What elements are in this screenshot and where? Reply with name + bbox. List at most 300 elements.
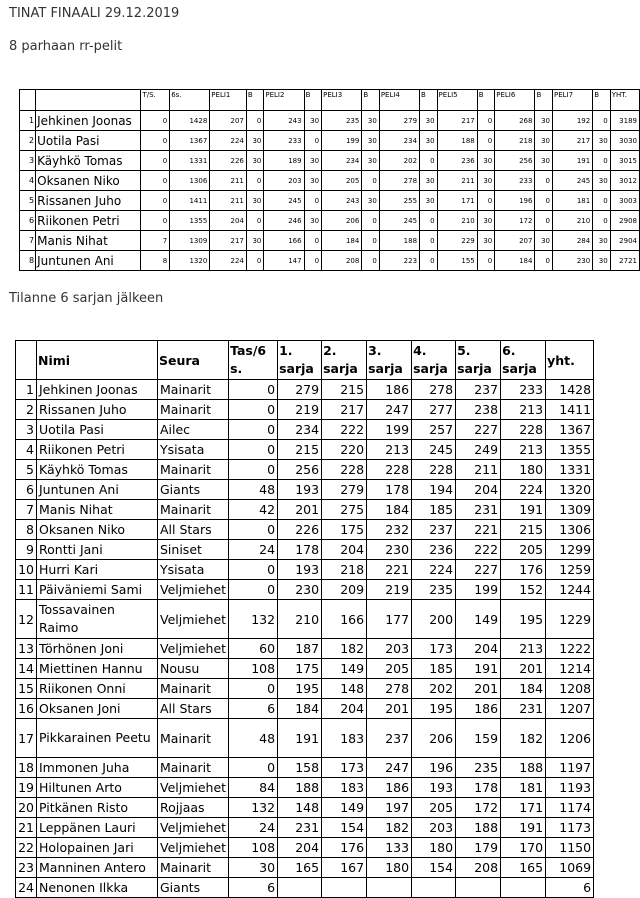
score-cell: 30 (304, 211, 322, 231)
header-cell: B (535, 90, 553, 111)
header-cell: PELI5 (437, 90, 477, 111)
score-cell: 234 (322, 151, 362, 171)
player-name-cell: Rontti Jani (37, 540, 158, 560)
rank-cell: 1 (20, 111, 36, 131)
score-cell: 30 (593, 251, 611, 271)
score-cell: 152 (501, 580, 546, 600)
rank-cell: 11 (16, 580, 37, 600)
header-cell: B (593, 90, 611, 111)
rank-cell: 5 (20, 191, 36, 211)
player-name-cell: Päiväniemi Sami (37, 580, 158, 600)
rank-cell: 6 (20, 211, 36, 231)
score-cell: 205 (322, 171, 362, 191)
score-cell: 1309 (170, 231, 210, 251)
score-cell: 60 (229, 639, 278, 659)
score-cell: 1411 (546, 400, 594, 420)
score-cell: 1306 (546, 520, 594, 540)
score-cell: 236 (412, 540, 456, 560)
player-name-cell: Rissanen Juho (37, 400, 158, 420)
score-cell: 30 (246, 231, 264, 251)
score-cell: 210 (278, 600, 322, 639)
score-cell: 206 (412, 719, 456, 758)
score-cell: 0 (246, 211, 264, 231)
score-cell: 245 (552, 171, 592, 191)
score-cell: 0 (420, 151, 438, 171)
score-cell: 193 (412, 778, 456, 798)
score-cell: 227 (456, 420, 501, 440)
score-cell: 188 (456, 818, 501, 838)
score-cell: 154 (412, 858, 456, 878)
score-cell: 211 (456, 460, 501, 480)
score-cell: 1355 (546, 440, 594, 460)
score-cell: 148 (322, 679, 367, 699)
score-cell: 1331 (546, 460, 594, 480)
score-cell: 30 (477, 211, 495, 231)
header-cell: PELI4 (379, 90, 419, 111)
rank-cell: 1 (16, 380, 37, 400)
score-cell: 217 (437, 111, 477, 131)
player-name-cell: Rissanen Juho (36, 191, 141, 211)
score-cell: 211 (437, 171, 477, 191)
score-cell: 154 (322, 818, 367, 838)
score-cell: 201 (456, 679, 501, 699)
score-cell: 235 (456, 758, 501, 778)
score-cell: 213 (501, 440, 546, 460)
score-cell: 42 (229, 500, 278, 520)
score-cell: 30 (246, 191, 264, 211)
score-cell: 171 (501, 798, 546, 818)
score-cell: 0 (229, 520, 278, 540)
score-cell: 30 (593, 231, 611, 251)
table-row (16, 380, 594, 400)
club-cell: Ysisata (158, 440, 229, 460)
score-cell: 237 (412, 520, 456, 540)
score-cell: 173 (322, 758, 367, 778)
player-name-cell: Oksanen Niko (36, 171, 141, 191)
rank-cell: 20 (16, 798, 37, 818)
rank-cell: 14 (16, 659, 37, 679)
score-cell: 30 (420, 111, 438, 131)
score-cell: 181 (501, 778, 546, 798)
score-cell: 84 (229, 778, 278, 798)
score-cell: 278 (412, 380, 456, 400)
rank-cell: 15 (16, 679, 37, 699)
score-cell: 182 (322, 639, 367, 659)
score-cell: 30 (246, 151, 264, 171)
score-cell: 30 (362, 151, 380, 171)
score-cell: 30 (535, 111, 553, 131)
score-cell: 165 (501, 858, 546, 878)
header-tas: Tas/6 s. (229, 341, 278, 380)
score-cell: 220 (322, 440, 367, 460)
score-cell: 235 (412, 580, 456, 600)
rank-cell: 22 (16, 838, 37, 858)
score-cell: 1320 (170, 251, 210, 271)
score-cell: 166 (264, 231, 304, 251)
score-cell: 235 (322, 111, 362, 131)
score-cell: 0 (477, 131, 495, 151)
player-name-cell: Riikonen Petri (37, 440, 158, 460)
score-cell: 184 (278, 699, 322, 719)
score-cell: 215 (322, 380, 367, 400)
score-cell: 208 (456, 858, 501, 878)
score-cell: 234 (278, 420, 322, 440)
score-cell: 7 (141, 231, 170, 251)
score-cell: 256 (278, 460, 322, 480)
rank-cell: 23 (16, 858, 37, 878)
score-cell: 1320 (546, 480, 594, 500)
score-cell: 30 (304, 111, 322, 131)
score-cell: 30 (477, 151, 495, 171)
score-cell: 0 (304, 231, 322, 251)
player-name-cell: Jehkinen Joonas (36, 111, 141, 131)
score-cell: 231 (501, 699, 546, 719)
score-cell: 8 (141, 251, 170, 271)
player-name-cell: Hurri Kari (37, 560, 158, 580)
score-cell: 1428 (546, 380, 594, 400)
score-cell (412, 878, 456, 898)
score-cell: 1150 (546, 838, 594, 858)
score-cell: 279 (379, 111, 419, 131)
rank-cell: 4 (16, 440, 37, 460)
score-cell: 3189 (610, 111, 639, 131)
club-cell: Mainarit (158, 719, 229, 758)
score-cell: 180 (501, 460, 546, 480)
player-name-cell: Riikonen Onni (37, 679, 158, 699)
score-cell: 184 (322, 231, 362, 251)
header-cell: B (246, 90, 264, 111)
header-cell: B (304, 90, 322, 111)
score-cell: 191 (278, 719, 322, 758)
table-row (16, 878, 594, 898)
header-cell: PELI1 (210, 90, 247, 111)
standings-table (15, 340, 594, 898)
score-cell: 232 (367, 520, 412, 540)
score-cell: 177 (367, 600, 412, 639)
score-cell: 257 (412, 420, 456, 440)
score-cell: 3030 (610, 131, 639, 151)
score-cell: 48 (229, 480, 278, 500)
score-cell: 0 (229, 460, 278, 480)
score-cell: 30 (362, 191, 380, 211)
rank-cell: 5 (16, 460, 37, 480)
score-cell: 186 (367, 380, 412, 400)
table-row (16, 719, 594, 758)
score-cell: 0 (535, 171, 553, 191)
rank-cell: 9 (16, 540, 37, 560)
score-cell: 209 (322, 580, 367, 600)
score-cell: 218 (322, 560, 367, 580)
score-cell: 205 (412, 798, 456, 818)
club-cell: All Stars (158, 699, 229, 719)
score-cell: 0 (593, 191, 611, 211)
rank-cell: 18 (16, 758, 37, 778)
score-cell: 158 (278, 758, 322, 778)
header-s5: 5. sarja (456, 341, 501, 380)
score-cell: 230 (278, 580, 322, 600)
score-cell: 238 (456, 400, 501, 420)
score-cell: 223 (379, 251, 419, 271)
score-cell: 0 (229, 580, 278, 600)
score-cell: 221 (456, 520, 501, 540)
score-cell: 206 (322, 211, 362, 231)
score-cell: 173 (412, 639, 456, 659)
club-cell: Ailec (158, 420, 229, 440)
score-cell: 215 (501, 520, 546, 540)
score-cell: 278 (367, 679, 412, 699)
header-club: Seura (158, 341, 229, 380)
club-cell: Veljmiehet (158, 778, 229, 798)
score-cell: 188 (379, 231, 419, 251)
score-cell: 167 (322, 858, 367, 878)
score-cell: 208 (322, 251, 362, 271)
rank-cell: 21 (16, 818, 37, 838)
score-cell: 185 (412, 659, 456, 679)
score-cell: 0 (246, 251, 264, 271)
score-cell: 199 (456, 580, 501, 600)
score-cell: 231 (456, 500, 501, 520)
table-row (16, 699, 594, 719)
score-cell: 234 (379, 131, 419, 151)
club-cell: Ysisata (158, 560, 229, 580)
score-cell: 1206 (546, 719, 594, 758)
score-cell: 196 (495, 191, 535, 211)
table-row (16, 500, 594, 520)
score-cell: 207 (495, 231, 535, 251)
player-name-cell: Manninen Antero (37, 858, 158, 878)
score-cell: 221 (367, 560, 412, 580)
rank-cell: 8 (20, 251, 36, 271)
score-cell: 1331 (170, 151, 210, 171)
score-cell: 1299 (546, 540, 594, 560)
score-cell: 0 (229, 440, 278, 460)
score-cell: 30 (420, 131, 438, 151)
score-cell: 0 (535, 191, 553, 211)
score-cell: 132 (229, 798, 278, 818)
score-cell: 211 (210, 171, 247, 191)
score-cell: 172 (456, 798, 501, 818)
score-cell: 182 (501, 719, 546, 758)
club-cell: Mainarit (158, 460, 229, 480)
header-cell: B (477, 90, 495, 111)
score-cell: 195 (412, 699, 456, 719)
score-cell: 1069 (546, 858, 594, 878)
score-cell: 0 (141, 191, 170, 211)
score-cell: 233 (501, 380, 546, 400)
score-cell: 178 (456, 778, 501, 798)
table-row (16, 858, 594, 878)
score-cell: 0 (141, 131, 170, 151)
table-row (20, 231, 640, 251)
club-cell: Veljmiehet (158, 838, 229, 858)
score-cell (322, 878, 367, 898)
club-cell: Mainarit (158, 380, 229, 400)
top8-header-row (20, 90, 640, 111)
player-name-cell: Törhönen Joni (37, 639, 158, 659)
score-cell: 243 (264, 111, 304, 131)
club-cell: Nousu (158, 659, 229, 679)
rank-cell: 7 (16, 500, 37, 520)
score-cell: 224 (210, 131, 247, 151)
score-cell: 0 (304, 191, 322, 211)
table-row (20, 191, 640, 211)
table-row (16, 400, 594, 420)
score-cell: 222 (322, 420, 367, 440)
score-cell: 6 (229, 699, 278, 719)
score-cell: 203 (412, 818, 456, 838)
section-heading-top8: 8 parhaan rr-pelit (9, 39, 123, 54)
score-cell: 1306 (170, 171, 210, 191)
score-cell: 1355 (170, 211, 210, 231)
rank-cell: 17 (16, 719, 37, 758)
score-cell: 184 (367, 500, 412, 520)
score-cell: 178 (278, 540, 322, 560)
score-cell: 6 (546, 878, 594, 898)
header-cell: PELI6 (495, 90, 535, 111)
score-cell: 179 (456, 838, 501, 858)
score-cell: 180 (412, 838, 456, 858)
score-cell: 230 (367, 540, 412, 560)
club-cell: Mainarit (158, 758, 229, 778)
score-cell: 1229 (546, 600, 594, 639)
score-cell: 30 (477, 171, 495, 191)
score-cell (278, 878, 322, 898)
score-cell: 0 (304, 131, 322, 151)
score-cell: 30 (477, 231, 495, 251)
score-cell: 1193 (546, 778, 594, 798)
player-name-cell: Leppänen Lauri (37, 818, 158, 838)
score-cell: 243 (322, 191, 362, 211)
score-cell: 171 (437, 191, 477, 211)
score-cell: 237 (367, 719, 412, 758)
score-cell: 0 (246, 111, 264, 131)
score-cell: 204 (322, 699, 367, 719)
player-name-cell: Jehkinen Joonas (37, 380, 158, 400)
score-cell: 183 (322, 719, 367, 758)
player-name-cell: Juntunen Ani (36, 251, 141, 271)
score-cell: 0 (229, 560, 278, 580)
score-cell: 147 (264, 251, 304, 271)
score-cell: 0 (229, 380, 278, 400)
score-cell: 30 (229, 858, 278, 878)
score-cell: 30 (535, 131, 553, 151)
score-cell: 207 (210, 111, 247, 131)
score-cell: 30 (246, 131, 264, 151)
score-cell: 30 (362, 131, 380, 151)
table-row (16, 440, 594, 460)
header-cell: YHT. (610, 90, 639, 111)
table-row (20, 171, 640, 191)
table-row (20, 211, 640, 231)
score-cell: 237 (456, 380, 501, 400)
score-cell: 0 (141, 151, 170, 171)
player-name-cell: Manis Nihat (36, 231, 141, 251)
score-cell: 24 (229, 818, 278, 838)
score-cell: 185 (412, 500, 456, 520)
player-name-cell: Hiltunen Arto (37, 778, 158, 798)
score-cell: 0 (362, 231, 380, 251)
rank-cell: 8 (16, 520, 37, 540)
score-cell: 233 (495, 171, 535, 191)
score-cell: 176 (501, 560, 546, 580)
score-cell: 245 (264, 191, 304, 211)
player-name-cell: Juntunen Ani (37, 480, 158, 500)
score-cell: 133 (367, 838, 412, 858)
score-cell: 30 (535, 231, 553, 251)
score-cell: 189 (264, 151, 304, 171)
rank-cell: 3 (16, 420, 37, 440)
score-cell: 249 (456, 440, 501, 460)
score-cell: 213 (501, 639, 546, 659)
section-heading-standings: Tilanne 6 sarjan jälkeen (9, 291, 164, 306)
score-cell: 1367 (546, 420, 594, 440)
club-cell: Siniset (158, 540, 229, 560)
score-cell: 228 (367, 460, 412, 480)
player-name-cell: Tossavainen Raimo (37, 600, 158, 639)
score-cell: 0 (141, 111, 170, 131)
score-cell: 183 (322, 778, 367, 798)
rank-cell: 2 (16, 400, 37, 420)
score-cell: 202 (412, 679, 456, 699)
score-cell: 184 (495, 251, 535, 271)
score-cell: 30 (593, 131, 611, 151)
score-cell: 191 (456, 659, 501, 679)
player-name-cell: Miettinen Hannu (37, 659, 158, 679)
player-name-cell: Nenonen Ilkka (37, 878, 158, 898)
score-cell: 203 (264, 171, 304, 191)
score-cell: 170 (501, 838, 546, 858)
header-cell: PELI3 (322, 90, 362, 111)
table-row (16, 580, 594, 600)
table-row (16, 540, 594, 560)
table-row (16, 758, 594, 778)
score-cell: 227 (456, 560, 501, 580)
header-cell (36, 90, 141, 111)
score-cell: 219 (278, 400, 322, 420)
rank-cell: 12 (16, 600, 37, 639)
score-cell: 175 (322, 520, 367, 540)
score-cell: 149 (322, 659, 367, 679)
header-cell: 6s. (170, 90, 210, 111)
table-row (16, 798, 594, 818)
rank-cell: 2 (20, 131, 36, 151)
score-cell: 202 (379, 151, 419, 171)
score-cell: 199 (322, 131, 362, 151)
score-cell (367, 878, 412, 898)
score-cell: 192 (552, 111, 592, 131)
score-cell: 176 (322, 838, 367, 858)
rank-cell: 10 (16, 560, 37, 580)
score-cell: 3012 (610, 171, 639, 191)
score-cell: 191 (501, 500, 546, 520)
player-name-cell: Käyhkö Tomas (37, 460, 158, 480)
table-row (20, 151, 640, 171)
score-cell: 48 (229, 719, 278, 758)
score-cell: 165 (278, 858, 322, 878)
header-cell: B (362, 90, 380, 111)
score-cell: 229 (437, 231, 477, 251)
score-cell: 0 (420, 211, 438, 231)
score-cell: 0 (229, 420, 278, 440)
score-cell: 1214 (546, 659, 594, 679)
table-row (20, 251, 640, 271)
score-cell: 187 (278, 639, 322, 659)
score-cell: 3003 (610, 191, 639, 211)
score-cell: 205 (501, 540, 546, 560)
club-cell: Giants (158, 480, 229, 500)
score-cell: 195 (501, 600, 546, 639)
score-cell: 30 (535, 151, 553, 171)
